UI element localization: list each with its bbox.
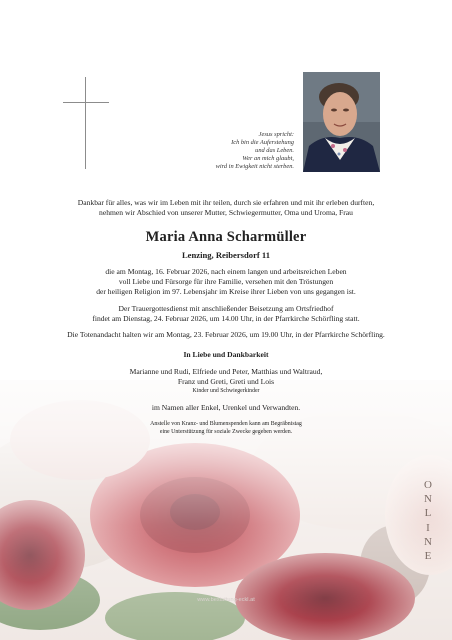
- intro-paragraph: [40, 198, 412, 218]
- death-notice-line: voll Liebe und Fürsorge für ihre Familie, versehen mit den Tröstungen: [118, 277, 334, 286]
- intro-line: nehmen wir Abschied von unserer Mutter, Schwiegermutter, Oma und Uroma, Frau: [99, 208, 353, 217]
- cross-icon-vertical: [85, 77, 86, 169]
- service-line: findet am Dienstag, 24. Februar 2026, um 14.00 Uhr, in der Pfarrkirche Schörfling statt.: [92, 314, 360, 323]
- funeral-service: [0, 304, 452, 324]
- death-notice-line: der heiligen Religion im 97. Lebensjahr im Kreise ihrer Lieben von uns gegangen ist.: [96, 287, 356, 296]
- online-letter: L: [424, 507, 432, 520]
- portrait-photo: [303, 72, 380, 172]
- online-letter: E: [424, 550, 432, 563]
- death-notice: [0, 267, 452, 297]
- deceased-address: Lenzing, Reibersdorf 11: [181, 250, 271, 260]
- service-line: Der Trauergottesdienst mit anschließender Beisetzung am Ortsfriedhof: [118, 304, 334, 313]
- donation-line: Anstelle von Kranz- und Blumenspenden kann am Begräbnistag: [150, 421, 302, 427]
- online-letter: I: [426, 521, 430, 534]
- thanks-heading: In Liebe und Dankbarkeit: [183, 350, 269, 359]
- quote-line: Jesus spricht:: [258, 131, 294, 138]
- bible-quote: [216, 131, 294, 171]
- quote-line: Ich bin die Auferstehung: [231, 139, 294, 146]
- donation-notice: [0, 420, 452, 436]
- footer-url[interactable]: www.bestattung-eckl.at: [197, 597, 255, 603]
- quote-line: Wer an mich glaubt,: [242, 155, 294, 162]
- obituary-text: [0, 198, 452, 436]
- death-notice-line: die am Montag, 16. Februar 2026, nach einem langen und arbeitsreichen Leben: [105, 267, 347, 276]
- online-letter: N: [424, 493, 432, 506]
- family-line: Franz und Greti, Greti und Lois: [177, 377, 275, 386]
- online-vertical-label: [421, 478, 435, 563]
- family-names: [0, 367, 452, 395]
- family-line: Marianne und Rudi, Elfriede und Peter, Matthias und Waltraud,: [129, 367, 323, 376]
- online-letter: N: [424, 535, 432, 548]
- intro-line: Dankbar für alles, was wir im Leben mit ihr teilen, durch sie erfahren und mit ihr erleben durften,: [77, 198, 375, 207]
- grandchildren-line: im Namen aller Enkel, Urenkel und Verwandten.: [151, 403, 301, 412]
- cross-icon-horizontal: [63, 102, 109, 103]
- quote-line: und das Leben.: [255, 147, 294, 154]
- quote-line: wird in Ewigkeit nicht sterben.: [215, 163, 294, 170]
- deceased-name: Maria Anna Scharmüller: [145, 229, 307, 245]
- family-subtitle: Kinder und Schwiegerkinder: [192, 388, 260, 394]
- vigil-notice: Die Totenandacht halten wir am Montag, 23. Februar 2026, um 19.00 Uhr, in der Pfarrkirche Schörfling.: [67, 330, 385, 339]
- donation-line: eine Unterstützung für soziale Zwecke gegeben werden.: [159, 429, 293, 435]
- online-letter: O: [424, 479, 432, 491]
